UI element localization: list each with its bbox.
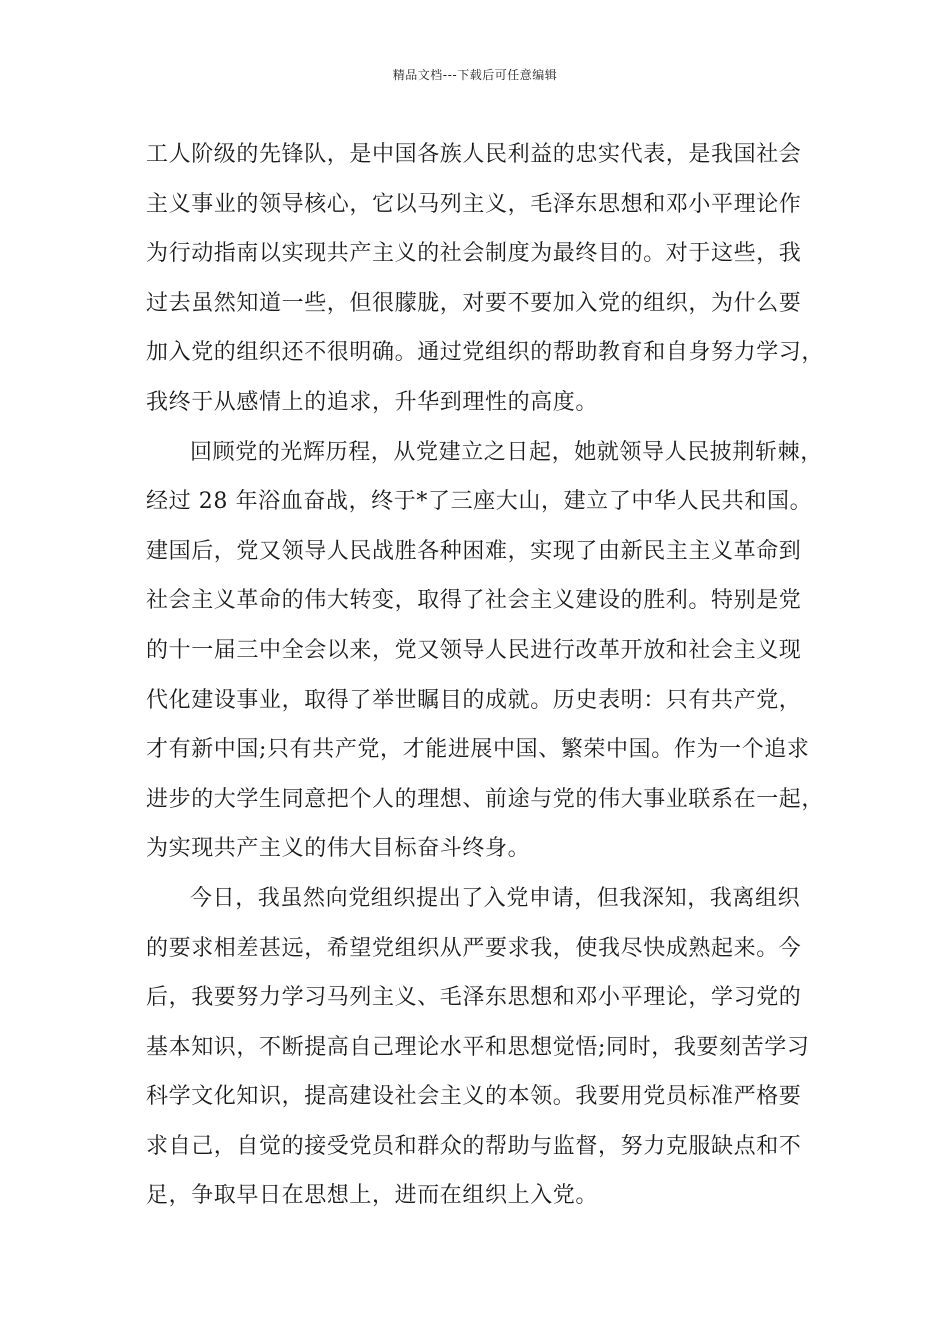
text-line: 足，争取早日在思想上，进而在组织上入党。	[146, 1183, 599, 1209]
text-line: 求自己，自觉的接受党员和群众的帮助与监督，努力克服缺点和不	[146, 1133, 802, 1159]
text-line: 的十一届三中全会以来，党又领导人民进行改革开放和社会主义现	[146, 637, 802, 663]
text-line: 为行动指南以实现共产主义的社会制度为最终目的。对于这些，我	[146, 241, 802, 267]
text-line: 的要求相差甚远，希望党组织从严要求我，使我尽快成熟起来。今	[146, 935, 802, 961]
page-header: 精品文档---下载后可任意编辑	[392, 68, 558, 82]
text-line: 后，我要努力学习马列主义、毛泽东思想和邓小平理论，学习党的	[146, 985, 802, 1011]
paragraph-1	[146, 130, 826, 428]
text-line: 建国后，党又领导人民战胜各种困难，实现了由新民主主义革命到	[146, 538, 802, 564]
text-line: 过去虽然知道一些，但很朦胧，对要不要加入党的组织，为什么要	[146, 290, 802, 316]
paragraph-2	[146, 428, 826, 874]
text-line: 进步的大学生同意把个人的理想、前途与党的伟大事业联系在一起，	[146, 786, 825, 812]
text-line: 社会主义革命的伟大转变，取得了社会主义建设的胜利。特别是党	[146, 588, 802, 614]
text-line: 回顾党的光辉历程，从党建立之日起，她就领导人民披荆斩棘，	[190, 439, 823, 465]
text-line: 代化建设事业，取得了举世瞩目的成就。历史表明：只有共产党，	[146, 687, 802, 713]
text-line: 科学文化知识，提高建设社会主义的本领。我要用党员标准严格要	[146, 1084, 802, 1110]
document-body	[146, 130, 826, 1221]
text-line: 为实现共产主义的伟大目标奋斗终身。	[146, 836, 531, 862]
paragraph-3	[146, 874, 826, 1221]
text-line: 经过 28 年浴血奋战，终于*了三座大山，建立了中华人民共和国。	[146, 489, 813, 515]
text-line: 才有新中国;只有共产党，才能进展中国、繁荣中国。作为一个追求	[146, 737, 810, 763]
text-line: 主义事业的领导核心，它以马列主义，毛泽东思想和邓小平理论作	[146, 191, 802, 217]
text-line: 工人阶级的先锋队，是中国各族人民利益的忠实代表，是我国社会	[146, 142, 802, 167]
text-line: 我终于从感情上的追求，升华到理性的高度。	[146, 389, 599, 415]
text-line: 基本知识，不断提高自己理论水平和思想觉悟;同时，我要刻苦学习	[146, 1034, 810, 1060]
text-line: 今日，我虽然向党组织提出了入党申请，但我深知，我离组织	[190, 885, 801, 911]
text-line: 加入党的组织还不很明确。通过党组织的帮助教育和自身努力学习，	[146, 340, 825, 366]
